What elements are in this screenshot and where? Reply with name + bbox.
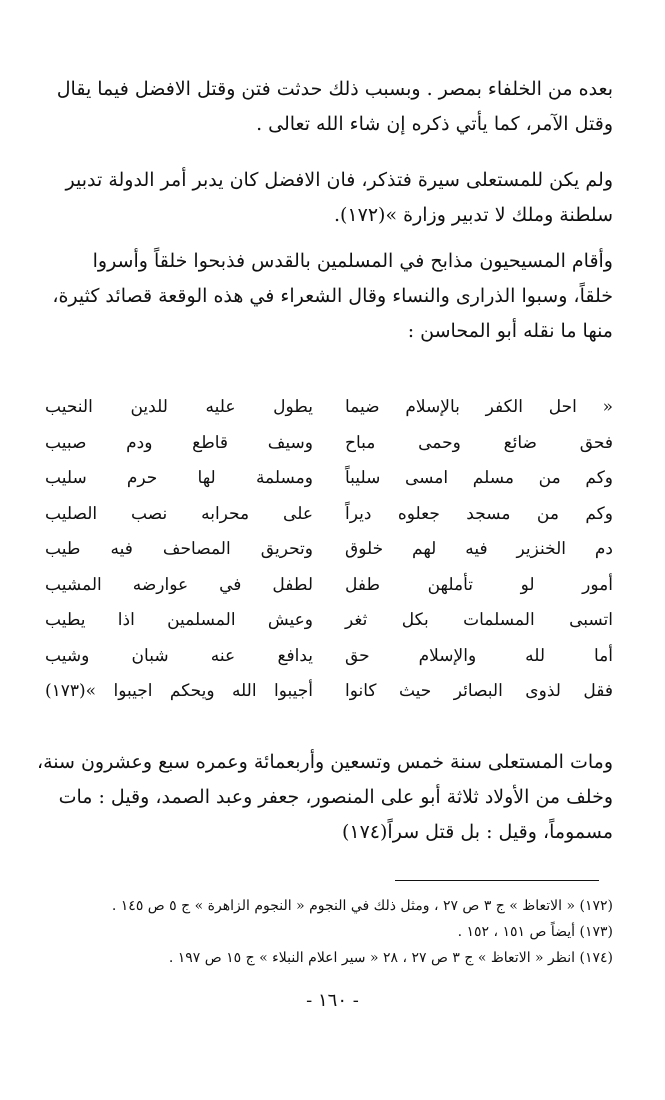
- verse-first-half: أما لله والإسلام حق: [345, 645, 613, 666]
- text-line: منها ما نقله أبو المحاسن :: [407, 320, 613, 342]
- verse-first-half: فقل لذوى البصائر حيث كانوا: [345, 681, 613, 701]
- footnote-divider: [395, 880, 599, 881]
- verse-second-half: ومسلمة لها حرم سليب: [45, 468, 313, 488]
- poem-verse: [45, 532, 613, 568]
- text-line: بعده من الخلفاء بمصر . وبسبب ذلك حدثت فتن وقتل الافضل فيما يقال: [56, 78, 613, 100]
- text-line: سلطنة وملك لا تدبير وزارة »(١٧٢).: [333, 204, 613, 226]
- poem-verse: [45, 568, 613, 604]
- poem-verse: [45, 461, 613, 497]
- text-line: وأقام المسيحيون مذابح في المسلمين بالقدس فذبحوا خلقاً وأسروا: [92, 250, 613, 272]
- text-line: ولم يكن للمستعلى سيرة فتذكر، فان الافضل كان يدبر أمر الدولة تدبير: [65, 169, 613, 191]
- footnote: (١٧٣) أيضاً ص ١٥١ ، ١٥٢ .: [457, 924, 613, 940]
- poem-verse: [45, 603, 613, 639]
- poem: [45, 390, 613, 710]
- page-number: - ١٦٠ -: [306, 990, 359, 1011]
- verse-first-half: اتسبى المسلمات بكل ثغر: [345, 610, 613, 630]
- footnote: (١٧٢) « الاتعاظ » ج ٣ ص ٢٧ ، ومثل ذلك في النجوم « النجوم الزاهرة » ج ٥ ص ١٤٥ .: [111, 898, 613, 914]
- text-line: مسموماً، وقيل : بل قتل سراً(١٧٤): [341, 821, 613, 843]
- paragraph-3: [45, 244, 613, 349]
- text-line: وقتل الآمر، كما يأتي ذكره إن شاء الله تعالى .: [256, 113, 613, 135]
- footnote: (١٧٤) انظر « الاتعاظ » ج ٣ ص ٢٧ ، ٢٨ « سير اعلام النبلاء » ج ١٥ ص ١٩٧ .: [168, 950, 613, 966]
- verse-second-half: يدافع عنه شبان وشيب: [45, 645, 313, 666]
- verse-first-half: « احل الكفر بالإسلام ضيما: [345, 397, 613, 417]
- verse-second-half: يطول عليه للدين النحيب: [45, 397, 313, 417]
- verse-second-half: وعيش المسلمين اذا يطيب: [45, 610, 313, 630]
- verse-second-half: على محرابه نصب الصليب: [45, 503, 313, 524]
- verse-second-half: لطفل في عوارضه المشيب: [45, 574, 313, 595]
- paragraph-4: [36, 745, 613, 850]
- text-line: خلقاً، وسبوا الذرارى والنساء وقال الشعراء في هذه الوقعة قصائد كثيرة،: [52, 285, 613, 307]
- paragraph-1: [45, 72, 613, 142]
- text-line: ومات المستعلى سنة خمس وتسعين وأربعمائة وعمره سبع وعشرون سنة،: [36, 751, 613, 773]
- verse-second-half: وسيف قاطع ودم صبيب: [45, 432, 313, 453]
- verse-first-half: وكم من مسجد جعلوه ديراً: [345, 503, 613, 524]
- verse-first-half: دم الخنزير فيه لهم خلوق: [345, 539, 613, 559]
- verse-second-half: وتحريق المصاحف فيه طيب: [45, 539, 313, 559]
- poem-verse: [45, 426, 613, 462]
- poem-verse: [45, 674, 613, 710]
- poem-verse: [45, 390, 613, 426]
- verse-second-half: أجيبوا الله ويحكم اجيبوا »(١٧٣): [45, 681, 313, 701]
- text-line: وخلف من الأولاد ثلاثة أبو على المنصور، جعفر وعبد الصمد، وقيل : مات: [58, 786, 613, 808]
- verse-first-half: فحق ضائع وحمى مباح: [345, 432, 613, 453]
- poem-verse: [45, 497, 613, 533]
- verse-first-half: وكم من مسلم امسى سليباً: [345, 468, 613, 488]
- footnotes: [45, 893, 613, 971]
- poem-verse: [45, 639, 613, 675]
- paragraph-2: [45, 163, 613, 233]
- verse-first-half: أمور لو تأملهن طفل: [345, 574, 613, 595]
